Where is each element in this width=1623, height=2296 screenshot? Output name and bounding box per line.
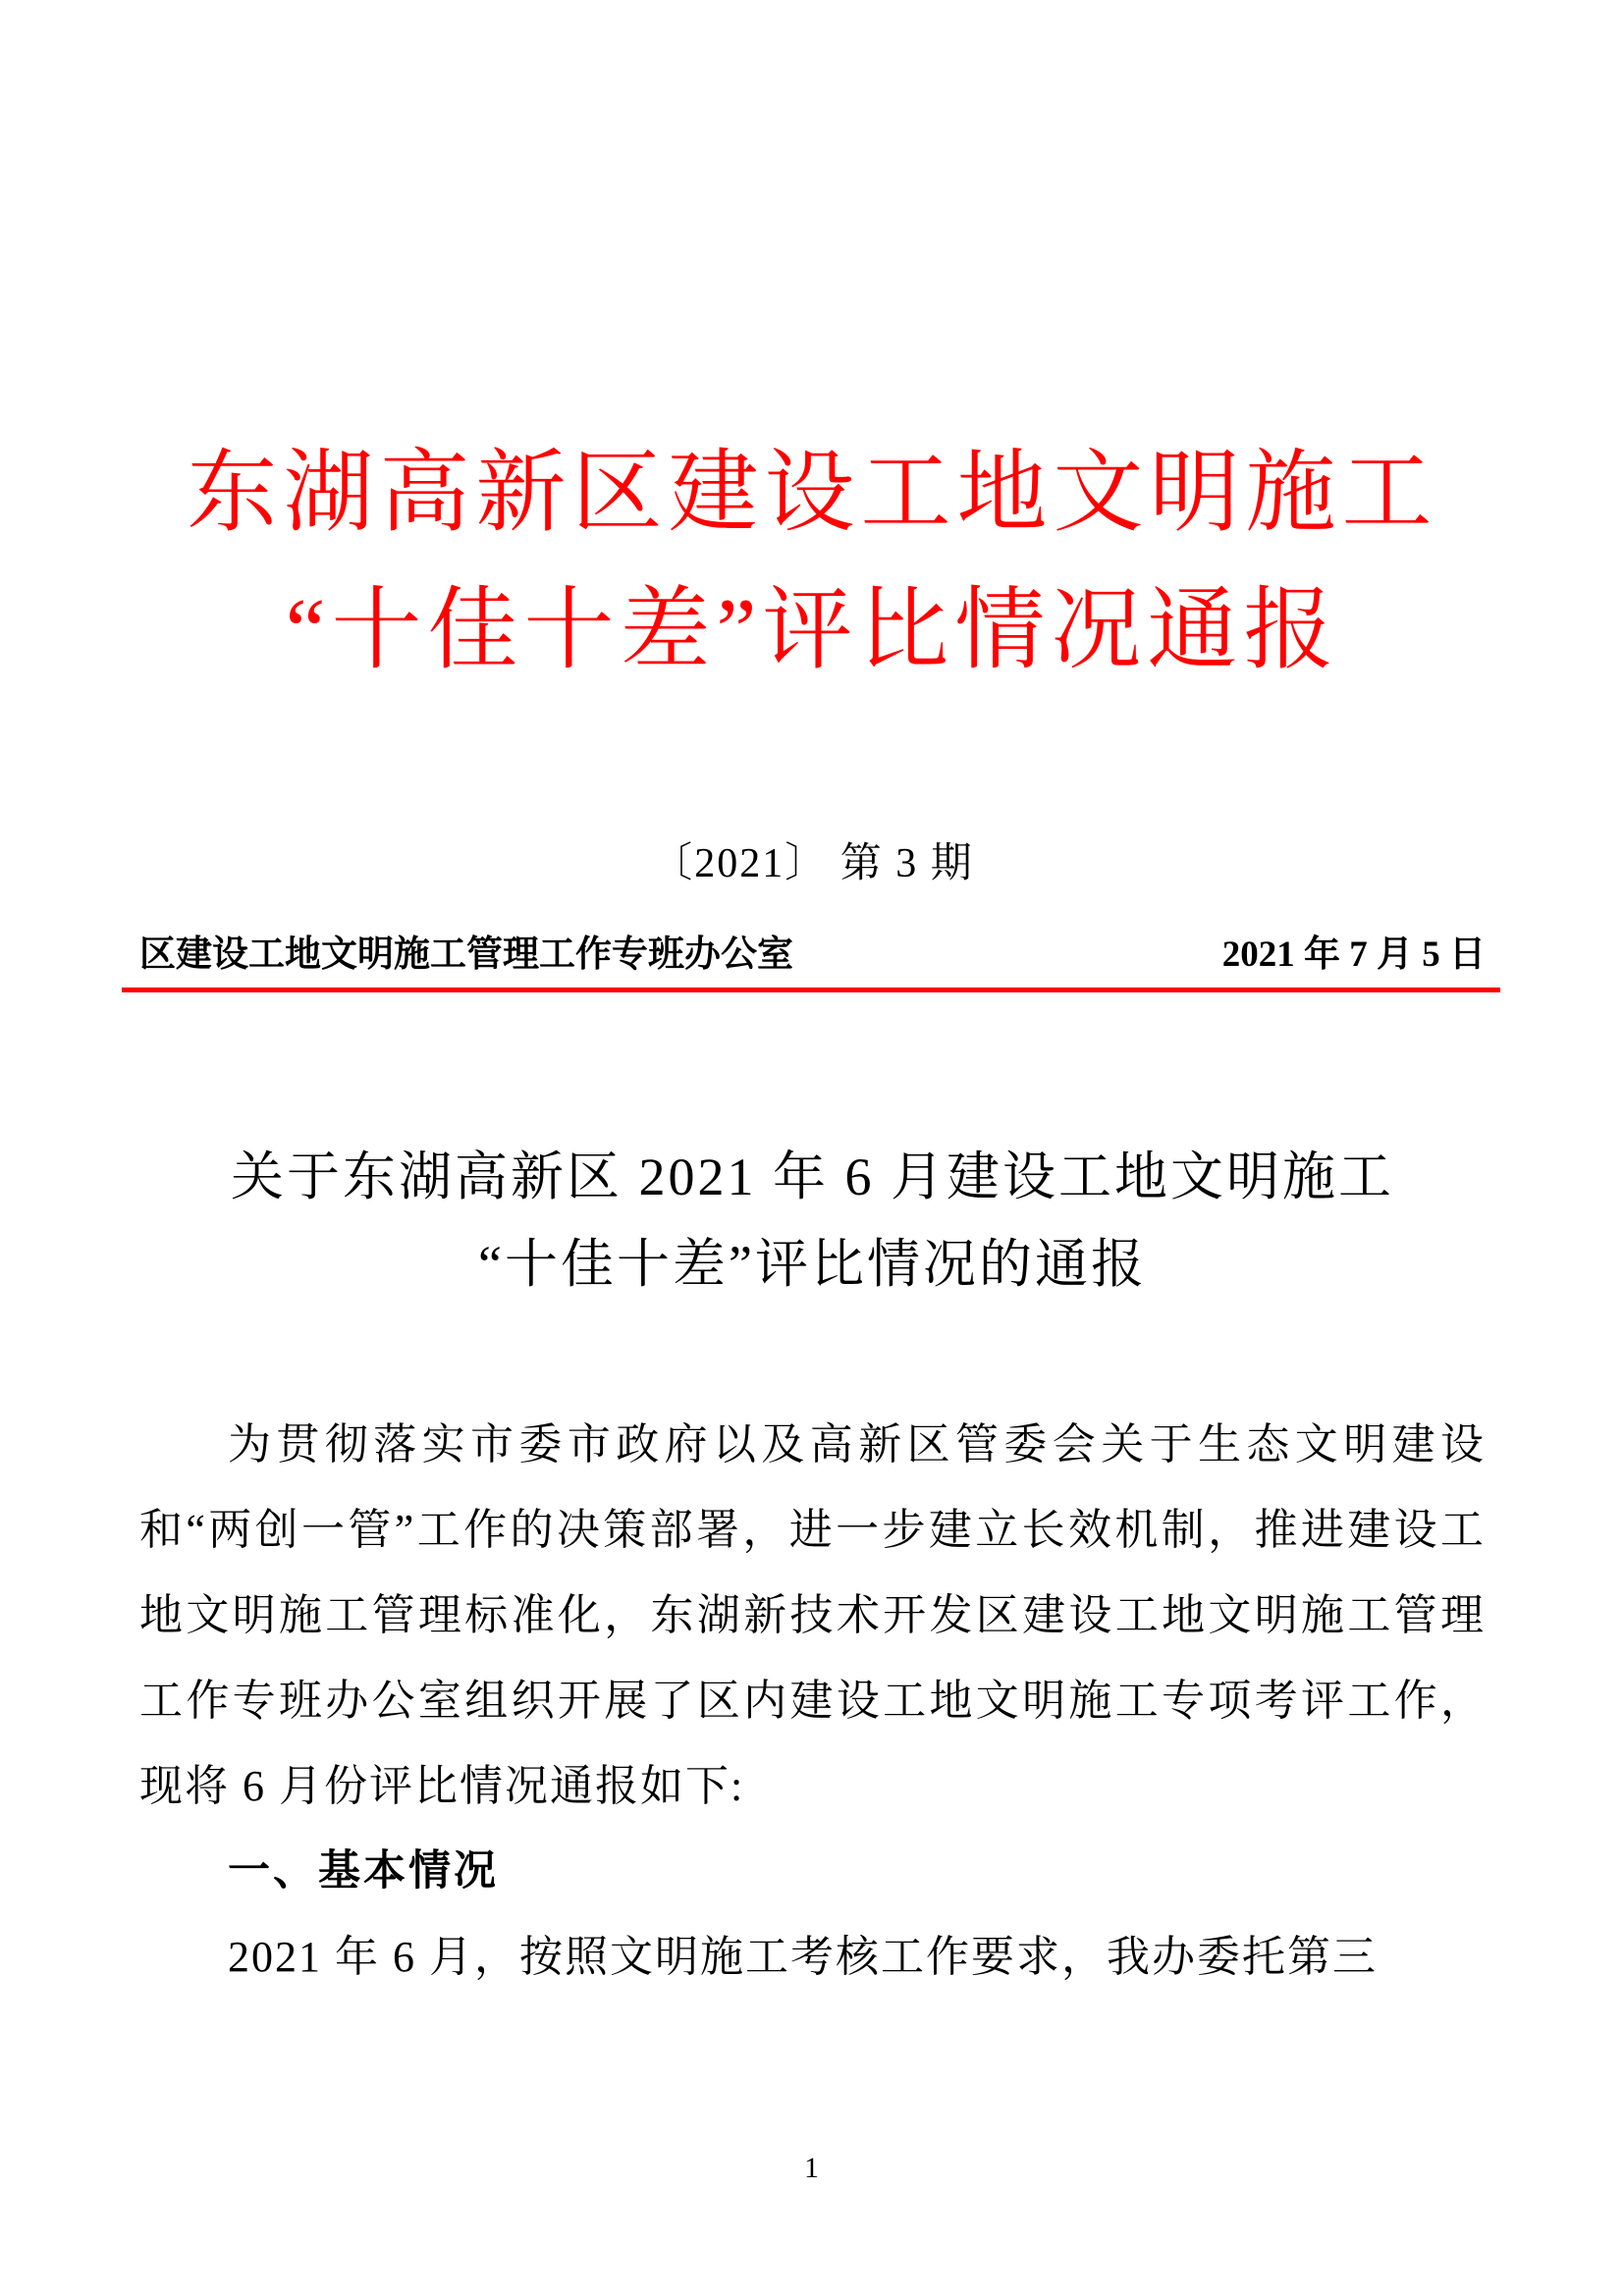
body-paragraph-1: 为贯彻落实市委市政府以及高新区管委会关于生态文明建设和“两创一管”工作的决策部署，进一步建立长效机制，推进建设工地文明施工管理标准化，东湖新技术开发区建设工地文明施工管理工作专班办公室组织开展了区内建设工地文明施工专项考评工作，现将 6 月份评比情况通报如下: bbox=[139, 1420, 1486, 1810]
page-number: 1 bbox=[804, 2152, 819, 2184]
document-title-line1: 关于东湖高新区 2021 年 6 月建设工地文明施工 bbox=[231, 1148, 1394, 1206]
document-title-line2: “十佳十差”评比情况的通报 bbox=[478, 1235, 1147, 1294]
masthead-title-line2: “十佳十差”评比情况通报 bbox=[285, 580, 1340, 680]
issuing-office: 区建设工地文明施工管理工作专班办公室 bbox=[139, 934, 793, 975]
document-title bbox=[139, 1134, 1486, 1308]
document-body bbox=[139, 1402, 1486, 2000]
masthead-title-line1: 东湖高新区建设工地文明施工 bbox=[187, 443, 1438, 543]
issue-number: 〔2021〕 第 3 期 bbox=[651, 841, 974, 886]
section-heading-basic-situation: 一、基本情况 bbox=[228, 1847, 499, 1895]
masthead-office-row bbox=[139, 933, 1486, 978]
issue-date: 2021 年 7 月 5 日 bbox=[1221, 934, 1486, 975]
body-paragraph-2: 2021 年 6 月，按照文明施工考核工作要求，我办委托第三 bbox=[228, 1933, 1378, 1981]
masthead-divider-rule bbox=[122, 988, 1500, 992]
masthead-title bbox=[139, 424, 1486, 699]
